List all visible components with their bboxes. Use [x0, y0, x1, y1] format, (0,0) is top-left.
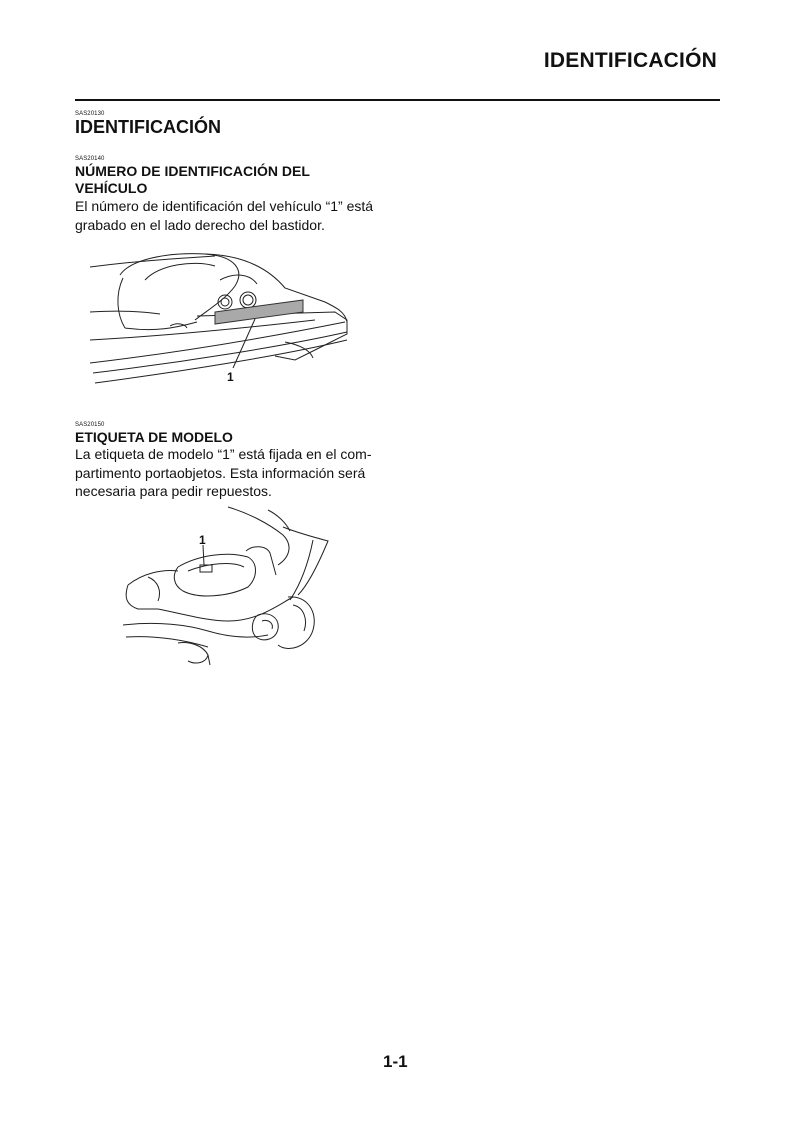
- vin-location-figure: [85, 250, 355, 395]
- section-code: SAS20130: [75, 111, 105, 117]
- subsection1-title-line2: VEHÍCULO: [75, 180, 148, 196]
- subsection1-title-line1: NÚMERO DE IDENTIFICACIÓN DEL: [75, 163, 310, 179]
- subsection1-body-line1: El número de identificación del vehículo “1” está: [75, 198, 374, 214]
- subsection2-body: [75, 445, 380, 501]
- subsection2-code: SAS20150: [75, 422, 105, 428]
- subsection1-code: SAS20140: [75, 156, 105, 162]
- model-label-figure-callout: 1: [199, 533, 206, 547]
- subsection1-title: [75, 163, 375, 197]
- subsection2-body-line2: partimento portaobjetos. Esta información será: [75, 464, 366, 481]
- page-number: 1-1: [383, 1052, 408, 1071]
- subsection1-body: [75, 197, 380, 234]
- subsection2-body-line1: La etiqueta de modelo “1” está fijada en el com-: [75, 446, 372, 462]
- page-header-title: IDENTIFICACIÓN: [543, 49, 717, 72]
- model-label-figure: [118, 505, 333, 670]
- subsection2-title: ETIQUETA DE MODELO: [75, 429, 233, 445]
- vin-figure-callout: 1: [227, 370, 234, 384]
- header-rule: [75, 99, 720, 101]
- subsection2-body-line3: necesaria para pedir repuestos.: [75, 483, 272, 499]
- subsection1-body-line2: grabado en el lado derecho del bastidor.: [75, 216, 325, 233]
- section-title: IDENTIFICACIÓN: [75, 117, 221, 137]
